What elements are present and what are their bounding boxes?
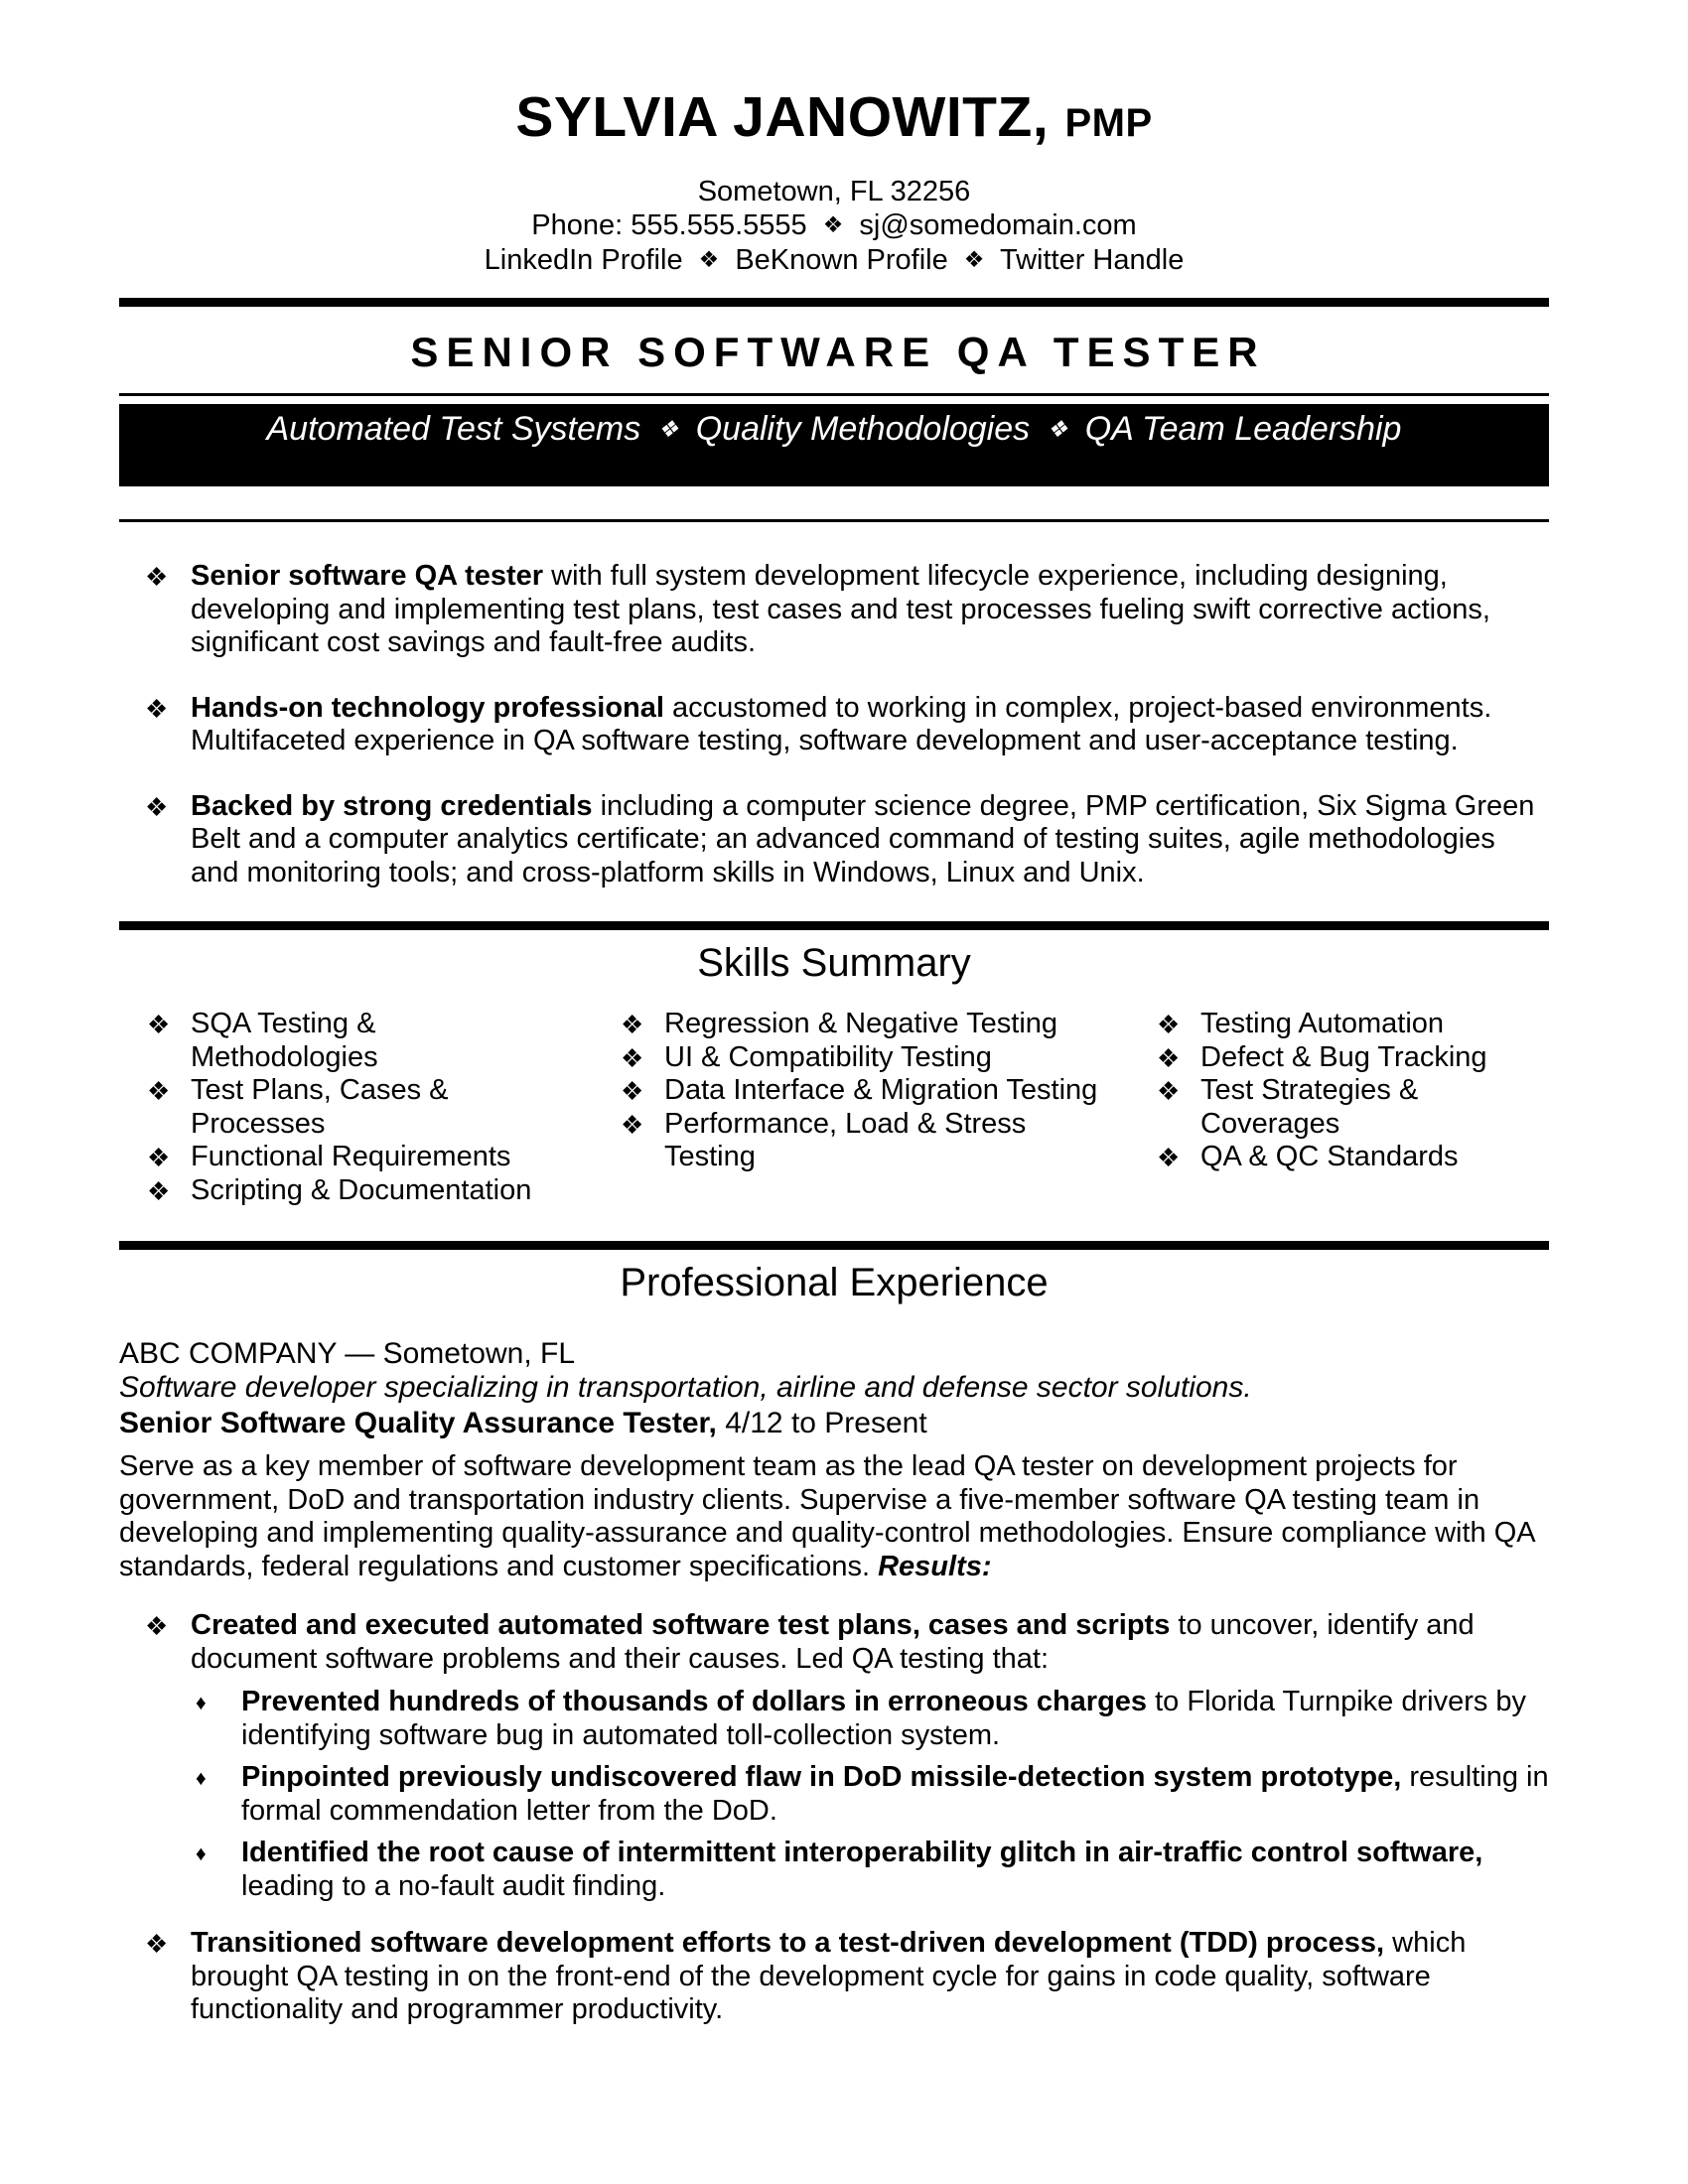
summary-section [119, 560, 1549, 889]
contact-links-line [119, 243, 1549, 278]
diamond-bullet-icon: ❖ [1157, 1143, 1181, 1172]
job-title: Senior Software Quality Assurance Tester, [119, 1407, 717, 1439]
achievement-lead: Created and executed automated software test plans, cases and scripts [191, 1609, 1171, 1641]
specialty-item: QA Team Leadership [1084, 410, 1402, 448]
diamond-bullet-icon: ❖ [1157, 1076, 1181, 1106]
skill-label: Performance, Load & Stress Testing [664, 1107, 1027, 1172]
sub-achievement-bullet [191, 1761, 1549, 1828]
skill-label: Data Interface & Migration Testing [664, 1074, 1098, 1106]
skill-label: SQA Testing & Methodologies [191, 1008, 378, 1073]
skill-item [1157, 1008, 1549, 1041]
achievement-bullet [119, 1927, 1549, 2027]
sub-achievement-text: resulting in formal commendation letter from the DoD. [241, 1761, 1549, 1827]
sub-achievement-lead: Prevented hundreds of thousands of dollars in erroneous charges [241, 1686, 1148, 1717]
diamond-bullet-icon: ❖ [621, 1076, 644, 1106]
skills-column-2 [621, 1008, 1157, 1207]
contact-block [119, 175, 1549, 278]
diamond-bullet-icon: ❖ [145, 791, 169, 822]
summary-bullet [119, 560, 1549, 660]
skill-label: Test Strategies & Coverages [1200, 1074, 1419, 1140]
achievements-list [119, 1609, 1549, 2027]
candidate-name-line [119, 77, 1549, 163]
diamond-separator-icon: ❖ [698, 246, 720, 272]
candidate-credential: PMP [1064, 101, 1153, 145]
summary-bullet [119, 692, 1549, 758]
skill-label: Testing Automation [1200, 1008, 1445, 1039]
phone-number: Phone: 555.555.5555 [531, 209, 807, 241]
small-diamond-bullet-icon: ♦ [196, 1767, 207, 1790]
diamond-separator-icon: ❖ [822, 211, 844, 237]
summary-bullet-lead: Senior software QA tester [191, 560, 544, 592]
email-address: sj@somedomain.com [859, 209, 1137, 241]
twitter-handle-link[interactable]: Twitter Handle [999, 244, 1185, 276]
achievement-lead: Transitioned software development efforts to a test-driven development (TDD) process, [191, 1927, 1385, 1959]
skill-label: Functional Requirements [191, 1141, 511, 1172]
skills-heading: Skills Summary [697, 941, 971, 985]
divider-thick-header [119, 298, 1549, 307]
summary-bullet-lead: Backed by strong credentials [191, 789, 593, 822]
skill-item [621, 1108, 1157, 1174]
divider-thin-headline [119, 393, 1549, 396]
skill-label: Regression & Negative Testing [664, 1008, 1058, 1039]
results-label: Results: [878, 1550, 992, 1582]
achievement-bullet [119, 1609, 1549, 1903]
skills-column-1 [147, 1008, 621, 1207]
skill-label: QA & QC Standards [1200, 1141, 1459, 1172]
company-description: Software developer specializing in transportation, airline and defense sector solutions. [119, 1371, 1252, 1404]
achievement-text: to uncover, identify and document software problems and their causes. Led QA testing that: [191, 1609, 1475, 1675]
skill-item [1157, 1041, 1549, 1075]
sub-achievement-lead: Identified the root cause of intermittent interoperability glitch in air-traffic control software, [241, 1837, 1483, 1868]
diamond-bullet-icon: ❖ [147, 1175, 171, 1206]
contact-location: Sometown, FL 32256 [697, 176, 971, 207]
divider-thin-banner [119, 519, 1549, 522]
resume-header [119, 77, 1549, 278]
sub-achievement-bullet [191, 1686, 1549, 1752]
specialty-item: Quality Methodologies [695, 410, 1031, 448]
skill-item [1157, 1074, 1549, 1141]
diamond-bullet-icon: ❖ [147, 1076, 171, 1106]
divider-thick-skills [119, 921, 1549, 930]
diamond-bullet-icon: ❖ [621, 1010, 644, 1039]
diamond-bullet-icon: ❖ [145, 562, 169, 592]
skill-item [147, 1174, 621, 1208]
sub-achievement-text: leading to a no-fault audit finding. [241, 1869, 666, 1902]
job-title-line [119, 1407, 1549, 1440]
beknown-profile-link[interactable]: BeKnown Profile [735, 244, 948, 276]
diamond-bullet-icon: ❖ [1157, 1042, 1181, 1073]
diamond-bullet-icon: ❖ [147, 1010, 171, 1039]
skill-item [621, 1041, 1157, 1075]
small-diamond-bullet-icon: ♦ [196, 1692, 207, 1714]
skill-label: UI & Compatibility Testing [664, 1040, 992, 1073]
summary-bullet-text: with full system development lifecycle experience, including designing, developing and implementing test plans, test cases and test processes fueling swift corrective actions, significant cost savings and fault-free audits. [191, 560, 1490, 658]
skills-grid [119, 1008, 1549, 1207]
sub-achievement-lead: Pinpointed previously undiscovered flaw in DoD missile-detection system prototype, [241, 1761, 1402, 1793]
diamond-bullet-icon: ❖ [1157, 1010, 1181, 1039]
sub-achievement-text: to Florida Turnpike drivers by identifying software bug in automated toll-collection system. [241, 1686, 1527, 1751]
skill-item [147, 1074, 621, 1141]
summary-bullet [119, 790, 1549, 890]
skill-item [621, 1008, 1157, 1041]
linkedin-profile-link[interactable]: LinkedIn Profile [484, 244, 683, 276]
diamond-bullet-icon: ❖ [147, 1143, 171, 1172]
summary-bullet-text: accustomed to working in complex, project-based environments. Multifaceted experience in QA software testing, software development and user-acceptance testing. [191, 691, 1492, 756]
skill-item [621, 1074, 1157, 1108]
skill-item [147, 1008, 621, 1074]
experience-heading: Professional Experience [620, 1261, 1049, 1304]
skills-column-3 [1157, 1008, 1549, 1207]
candidate-name: SYLVIA JANOWITZ, [515, 85, 1050, 149]
diamond-separator-icon: ❖ [657, 416, 679, 442]
skill-label: Test Plans, Cases & Processes [191, 1074, 449, 1140]
summary-bullet-text: including a computer science degree, PMP certification, Six Sigma Green Belt and a computer analytics certificate; an advanced command of testing suites, agile methodologies and monitoring tools; and cross-platform skills in Windows, Linux and Unix. [191, 789, 1535, 888]
diamond-bullet-icon: ❖ [145, 1929, 169, 1959]
resume-content [119, 77, 1549, 2027]
diamond-bullet-icon: ❖ [145, 693, 169, 724]
resume-headline: SENIOR SOFTWARE QA TESTER [410, 329, 1266, 375]
job-dates: 4/12 to Present [725, 1407, 927, 1439]
divider-thick-experience [119, 1241, 1549, 1250]
job-overview [119, 1450, 1549, 1583]
small-diamond-bullet-icon: ♦ [196, 1843, 207, 1865]
summary-bullet-lead: Hands-on technology professional [191, 691, 664, 724]
skill-label: Scripting & Documentation [191, 1173, 532, 1206]
contact-phone-email-line [119, 208, 1549, 243]
skill-item [1157, 1141, 1549, 1174]
sub-achievement-bullet [191, 1837, 1549, 1903]
specialty-item: Automated Test Systems [266, 410, 641, 448]
company-line: ABC COMPANY — Sometown, FL [119, 1337, 576, 1370]
diamond-separator-icon: ❖ [1047, 416, 1068, 442]
diamond-bullet-icon: ❖ [145, 1611, 169, 1641]
specialties-banner [119, 404, 1549, 486]
job-overview-text: Serve as a key member of software development team as the lead QA tester on development projects for government, DoD and transportation industry clients. Supervise a five-member software QA testing team in developing and implementing quality-assurance and quality-control methodologies. Ensure compliance with QA standards, federal regulations and customer specifications. [119, 1450, 1535, 1582]
skill-label: Defect & Bug Tracking [1200, 1040, 1487, 1073]
diamond-bullet-icon: ❖ [621, 1109, 644, 1140]
achievement-text: which brought QA testing in on the front-end of the development cycle for gains in code quality, software functionality and programmer productivity. [191, 1927, 1467, 2025]
skill-item [147, 1141, 621, 1174]
sub-achievements-list [191, 1686, 1549, 1903]
diamond-bullet-icon: ❖ [621, 1042, 644, 1073]
diamond-separator-icon: ❖ [963, 246, 985, 272]
